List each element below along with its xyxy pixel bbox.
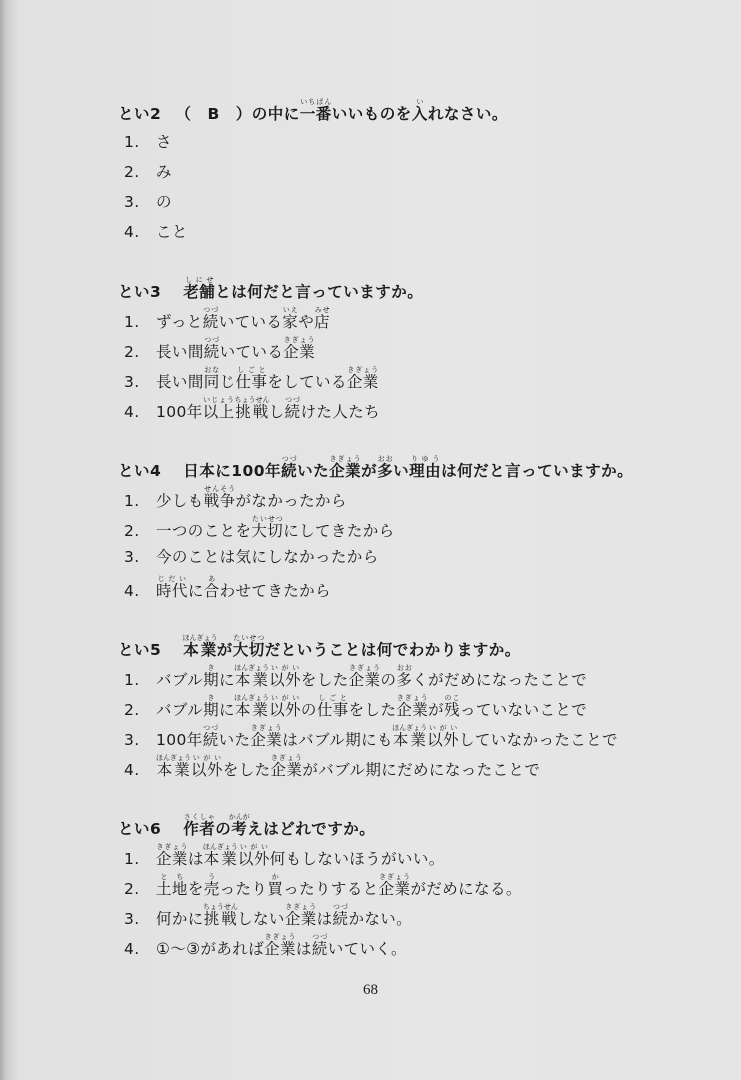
text-segment: 何もしないほうがいい。 <box>269 850 445 868</box>
furigana-word: 戦争せんそう <box>203 485 236 510</box>
furigana-reading: ほんぎょう <box>234 694 270 702</box>
furigana-reading: きぎょう <box>283 336 316 344</box>
page-number: 68 <box>363 982 378 998</box>
text-segment: くがだめになったことで <box>412 671 588 689</box>
furigana-reading: おお <box>377 455 394 463</box>
question-6 <box>118 813 375 839</box>
text-segment: 長い <box>156 343 188 361</box>
text-segment: し <box>268 403 285 421</box>
text-segment: ①～③があれば <box>156 940 265 958</box>
furigana-word: 続つづ <box>203 336 220 361</box>
furigana-word: 家いえ <box>282 306 299 331</box>
option-text <box>156 903 413 928</box>
question-5-option-3 <box>124 724 618 750</box>
question-2-option-2 <box>124 160 172 182</box>
furigana-reading: つづ <box>202 724 219 732</box>
text-segment: 今のことは気にしなかったから <box>156 548 379 566</box>
option-text <box>156 575 331 600</box>
furigana-reading: りゆう <box>409 455 442 463</box>
question-3-option-4 <box>124 396 380 422</box>
furigana-reading: あ <box>203 575 220 583</box>
furigana-word: 続つづ <box>284 396 301 421</box>
furigana-reading: いえ <box>282 306 299 314</box>
furigana-reading: きぎょう <box>346 366 379 374</box>
question-5 <box>118 634 521 660</box>
furigana-reading: ほんぎょう <box>156 754 191 762</box>
question-4-option-3 <box>124 545 379 567</box>
furigana-reading: しにせ <box>183 276 216 284</box>
question-label: とい2 <box>118 105 162 123</box>
option-number: 2. <box>124 343 140 361</box>
question-4-option-2 <box>124 515 395 541</box>
question-3-option-2 <box>124 336 315 362</box>
text-segment: や <box>298 313 315 331</box>
furigana-word: 入い <box>411 98 428 123</box>
furigana-word: 買か <box>267 873 284 898</box>
text-segment: かない。 <box>348 910 413 928</box>
furigana-reading: のこ <box>444 694 460 702</box>
furigana-word: 以外いがい <box>191 754 223 779</box>
furigana-word: 続つづ <box>332 903 349 928</box>
question-3-option-3 <box>124 366 379 392</box>
text-segment: ったりすると <box>283 880 379 898</box>
furigana-word: 以外いがい <box>269 694 301 719</box>
question-2 <box>118 98 508 124</box>
furigana-reading: きぎょう <box>396 694 429 702</box>
text-segment: がバブル <box>302 761 366 779</box>
furigana-reading: つづ <box>311 933 328 941</box>
text-segment: していなかったことで <box>458 731 618 749</box>
text-segment: 一つのことを <box>156 522 252 540</box>
text-segment: えはどれですか。 <box>247 820 376 838</box>
furigana-word: 本業ほんぎょう <box>234 694 270 719</box>
option-text <box>156 366 379 391</box>
furigana-word: 期き <box>203 694 219 719</box>
furigana-reading: き <box>203 664 219 672</box>
text-segment: が <box>428 701 445 719</box>
furigana-reading: いがい <box>237 843 270 851</box>
question-text <box>183 813 376 838</box>
text-segment: 期 <box>345 731 362 749</box>
furigana-reading: きぎょう <box>270 754 303 762</box>
text-segment: にだめになったことで <box>381 761 541 779</box>
furigana-reading: ほんぎょう <box>234 664 270 672</box>
question-6-option-3 <box>124 903 412 929</box>
question-4 <box>118 455 633 481</box>
question-5-option-4 <box>124 754 540 780</box>
text-segment: をした <box>300 671 349 689</box>
furigana-reading: さくしゃ <box>183 813 216 821</box>
text-segment: にも <box>361 731 393 749</box>
text-segment: に <box>187 582 204 600</box>
furigana-reading: つづ <box>203 336 220 344</box>
text-segment: ずっと <box>156 313 203 331</box>
furigana-word: 以上いじょう <box>202 396 235 421</box>
text-segment: いた <box>297 462 330 480</box>
furigana-word: 企業きぎょう <box>284 903 317 928</box>
text-segment: が <box>361 462 378 480</box>
furigana-word: 老舗しにせ <box>183 276 216 301</box>
furigana-reading: きぎょう <box>378 873 411 881</box>
furigana-word: 理由りゆう <box>409 455 442 480</box>
option-number: 1. <box>124 671 140 689</box>
furigana-word: 多おお <box>396 664 413 689</box>
text-segment: いいものを <box>331 105 412 123</box>
furigana-word: 考かんが <box>228 813 250 838</box>
furigana-word: 企業きぎょう <box>396 694 429 719</box>
text-segment: をしている <box>267 373 347 391</box>
question-6-option-1 <box>124 843 445 869</box>
text-segment: がだめになる。 <box>410 880 522 898</box>
text-segment: いている <box>219 343 284 361</box>
text-segment: 100年 <box>156 731 203 749</box>
furigana-word: 土地とち <box>156 873 188 898</box>
option-text <box>156 223 188 241</box>
text-segment: み <box>156 163 172 181</box>
furigana-word: 続つづ <box>202 724 219 749</box>
text-segment: が <box>216 641 233 659</box>
furigana-word: 店みせ <box>314 306 331 331</box>
furigana-reading: しごと <box>316 694 349 702</box>
furigana-reading: きぎょう <box>348 664 381 672</box>
text-segment: いていく。 <box>327 940 407 958</box>
question-4-option-4 <box>124 575 331 601</box>
text-segment: わせてきたから <box>219 582 331 600</box>
furigana-word: 時代じだい <box>156 575 188 600</box>
furigana-word: 仕事しごと <box>316 694 349 719</box>
furigana-reading: かんが <box>228 813 250 821</box>
furigana-reading: う <box>203 873 220 881</box>
furigana-word: 売う <box>203 873 220 898</box>
text-segment: を <box>187 880 204 898</box>
text-segment: の <box>380 671 397 689</box>
option-text <box>156 873 522 898</box>
furigana-reading: ほんぎょう <box>202 843 238 851</box>
furigana-reading: きぎょう <box>284 903 317 911</box>
option-text <box>156 724 618 749</box>
furigana-word: 企業きぎょう <box>348 664 381 689</box>
furigana-word: 残のこ <box>444 694 460 719</box>
furigana-word: 同おな <box>203 366 220 391</box>
question-4-option-1 <box>124 485 347 511</box>
option-number: 4. <box>124 403 140 421</box>
text-segment: さ <box>156 133 172 151</box>
furigana-word: 以外いがい <box>237 843 270 868</box>
furigana-word: 企業きぎょう <box>378 873 411 898</box>
text-segment: けた人たち <box>300 403 381 421</box>
text-segment: に <box>219 701 235 719</box>
text-segment: れなさい。 <box>427 105 508 123</box>
text-segment: ったり <box>219 880 268 898</box>
option-number: 3. <box>124 373 140 391</box>
question-6-option-2 <box>124 873 522 899</box>
furigana-reading: い <box>411 98 428 106</box>
furigana-word: 以外いがい <box>269 664 301 689</box>
option-text <box>156 396 381 421</box>
furigana-word: 挑戦ちょうせん <box>234 396 270 421</box>
furigana-reading: きぎょう <box>264 933 296 941</box>
furigana-reading: つづ <box>284 396 301 404</box>
furigana-reading: いちばん <box>299 98 332 106</box>
option-text <box>156 336 316 361</box>
furigana-word: 続つづ <box>311 933 328 958</box>
furigana-word: 期き <box>203 664 219 689</box>
text-segment: 期 <box>365 761 382 779</box>
option-number: 3. <box>124 193 140 211</box>
furigana-reading: きぎょう <box>156 843 188 851</box>
question-2-option-1 <box>124 130 172 152</box>
option-number: 1. <box>124 133 140 151</box>
furigana-reading: か <box>267 873 284 881</box>
furigana-word: 一番いちばん <box>299 98 332 123</box>
question-label: とい3 <box>118 283 162 301</box>
text-segment: 日本に100年 <box>183 462 282 480</box>
question-2-option-3 <box>124 190 172 212</box>
question-text <box>182 634 521 659</box>
option-text <box>156 843 445 868</box>
furigana-word: 合あ <box>203 575 220 600</box>
furigana-word: 続つづ <box>281 455 298 480</box>
option-number: 4. <box>124 940 140 958</box>
text-segment: はバブル <box>282 731 346 749</box>
option-text <box>156 515 395 540</box>
furigana-word: 企業きぎょう <box>270 754 303 779</box>
furigana-word: 以外いがい <box>427 724 459 749</box>
question-2-option-4 <box>124 220 188 242</box>
text-segment: いた <box>218 731 251 749</box>
furigana-word: 作者さくしゃ <box>183 813 216 838</box>
question-text <box>183 276 424 301</box>
furigana-reading: たいせつ <box>251 515 284 523</box>
text-segment: の <box>215 820 232 838</box>
furigana-word: 大切たいせつ <box>251 515 284 540</box>
option-text <box>156 193 172 211</box>
option-text <box>156 133 172 151</box>
furigana-word: 本業ほんぎょう <box>202 843 238 868</box>
furigana-reading: ほんぎょう <box>182 634 218 642</box>
furigana-word: 企業きぎょう <box>346 366 379 391</box>
question-3-option-1 <box>124 306 330 332</box>
option-text <box>156 664 588 689</box>
option-number: 2. <box>124 701 140 719</box>
text-segment: じ <box>219 373 236 391</box>
furigana-word: 企業きぎょう <box>283 336 316 361</box>
question-text <box>183 455 634 480</box>
furigana-reading: いがい <box>427 724 459 732</box>
text-segment: 間 <box>187 373 204 391</box>
furigana-word: 挑戦ちょうせん <box>202 903 238 928</box>
option-text <box>156 548 379 566</box>
text-segment: 100年 <box>156 403 203 421</box>
option-text <box>156 754 541 779</box>
option-number: 2. <box>124 522 140 540</box>
question-text <box>167 98 508 123</box>
furigana-word: 企業きぎょう <box>329 455 362 480</box>
option-number: 3. <box>124 548 140 566</box>
text-segment: にしてきたから <box>283 522 395 540</box>
question-5-option-2 <box>124 694 587 720</box>
text-segment: しない <box>237 910 285 928</box>
question-label: とい6 <box>118 820 162 838</box>
question-6-option-4 <box>124 933 407 959</box>
text-segment: 長い <box>156 373 188 391</box>
option-text <box>156 933 407 958</box>
option-number: 2. <box>124 880 140 898</box>
furigana-word: 本業ほんぎょう <box>234 664 270 689</box>
furigana-word: 企業きぎょう <box>156 843 188 868</box>
text-segment: 何かに <box>156 910 204 928</box>
option-number: 4. <box>124 582 140 600</box>
text-segment: いている <box>218 313 283 331</box>
furigana-reading: せんそう <box>203 485 236 493</box>
text-segment: の <box>156 193 172 211</box>
text-segment: （ B ）の中に <box>167 105 300 123</box>
furigana-reading: いがい <box>269 664 301 672</box>
text-segment: がなかったから <box>235 492 347 510</box>
furigana-word: 企業きぎょう <box>250 724 283 749</box>
furigana-reading: きぎょう <box>250 724 283 732</box>
furigana-word: 仕事しごと <box>235 366 268 391</box>
option-text <box>156 485 347 510</box>
question-3 <box>118 276 423 302</box>
furigana-reading: いがい <box>191 754 223 762</box>
furigana-word: 本業ほんぎょう <box>182 634 218 659</box>
text-segment: に <box>219 671 235 689</box>
furigana-reading: ほんぎょう <box>392 724 428 732</box>
text-segment: とは何だと言っていますか。 <box>215 283 424 301</box>
text-segment: バブル <box>156 701 204 719</box>
option-number: 2. <box>124 163 140 181</box>
furigana-reading: いじょう <box>202 396 235 404</box>
text-segment: だということは何でわかりますか。 <box>264 641 521 659</box>
furigana-word: 多おお <box>377 455 394 480</box>
option-number: 3. <box>124 731 140 749</box>
furigana-reading: しごと <box>235 366 268 374</box>
furigana-reading: きぎょう <box>329 455 362 463</box>
text-segment: の <box>300 701 317 719</box>
text-segment: は <box>295 940 312 958</box>
question-label: とい4 <box>118 462 162 480</box>
furigana-reading: たいせつ <box>232 634 265 642</box>
option-number: 1. <box>124 850 140 868</box>
text-segment: バブル <box>156 671 204 689</box>
text-segment: 少しも <box>156 492 204 510</box>
furigana-reading: じだい <box>156 575 188 583</box>
furigana-reading: つづ <box>281 455 298 463</box>
furigana-reading: とち <box>156 873 188 881</box>
text-segment: をした <box>348 701 397 719</box>
option-number: 1. <box>124 492 140 510</box>
furigana-reading: ちょうせん <box>234 396 270 404</box>
question-5-option-1 <box>124 664 587 690</box>
text-segment: い <box>393 462 410 480</box>
option-text <box>156 694 588 719</box>
furigana-reading: き <box>203 694 219 702</box>
option-number: 1. <box>124 313 140 331</box>
furigana-reading: つづ <box>332 903 349 911</box>
text-segment: は何だと言っていますか。 <box>441 462 634 480</box>
text-segment: っていないことで <box>459 701 588 719</box>
furigana-reading: おお <box>396 664 413 672</box>
option-text <box>156 163 172 181</box>
option-number: 4. <box>124 223 140 241</box>
furigana-reading: みせ <box>314 306 330 314</box>
text-segment: は <box>187 850 204 868</box>
furigana-reading: いがい <box>269 694 301 702</box>
option-text <box>156 306 331 331</box>
furigana-reading: つづ <box>202 306 219 314</box>
furigana-word: 続つづ <box>202 306 219 331</box>
text-segment: は <box>316 910 333 928</box>
text-segment: こと <box>156 223 188 241</box>
text-segment: 間 <box>187 343 204 361</box>
furigana-word: 本業ほんぎょう <box>156 754 191 779</box>
option-number: 3. <box>124 910 140 928</box>
furigana-word: 大切たいせつ <box>232 634 265 659</box>
furigana-word: 本業ほんぎょう <box>392 724 428 749</box>
furigana-reading: ちょうせん <box>202 903 238 911</box>
option-number: 4. <box>124 761 140 779</box>
question-label: とい5 <box>118 641 162 659</box>
text-segment: をした <box>222 761 271 779</box>
furigana-word: 企業きぎょう <box>264 933 296 958</box>
furigana-reading: おな <box>203 366 220 374</box>
